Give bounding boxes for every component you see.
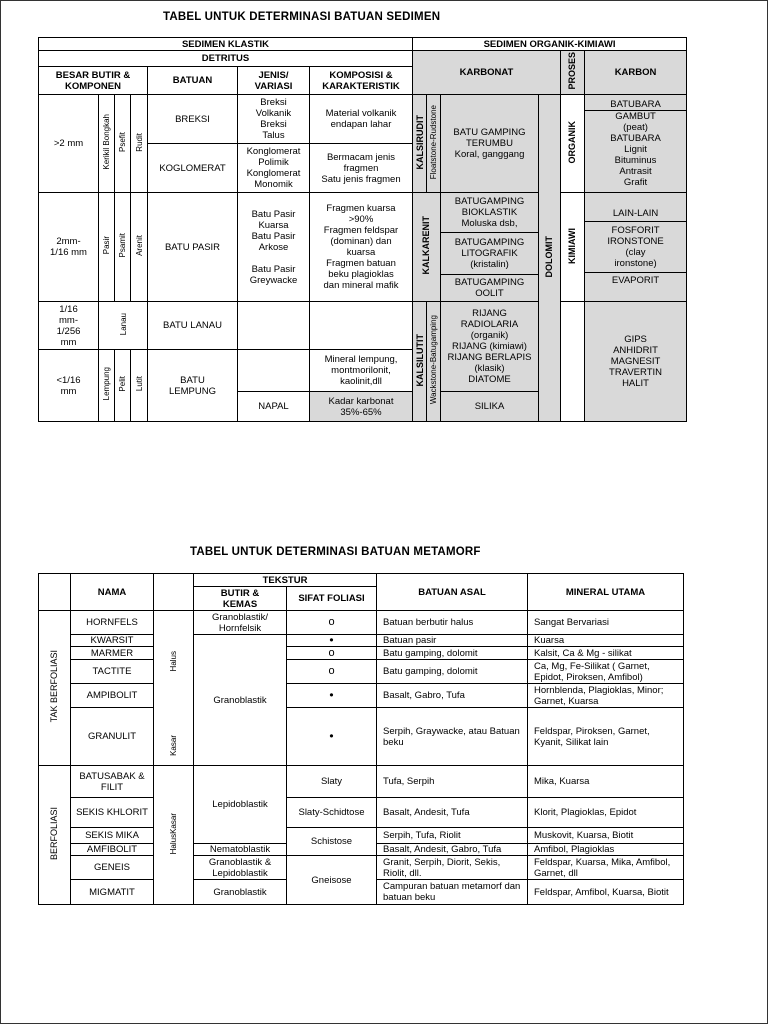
metamorf-table <box>38 573 684 905</box>
nama-geneis: GENEIS <box>71 856 154 880</box>
pasir-jenis: Batu Pasir Kuarsa Batu Pasir Arkose Batu Pasir Greywacke <box>238 193 310 302</box>
header-batuan: BATUAN <box>148 67 238 95</box>
header-sedimen-klastik: SEDIMEN KLASTIK <box>39 38 413 51</box>
kalsirudit-label: KALSIRUDIT <box>413 95 427 193</box>
mineral-amfibolit: Amfibol, Plagioklas <box>528 844 684 856</box>
asal-migmatit: Campuran batuan metamorf dan batuan beku <box>377 880 528 905</box>
lanau-jenis <box>238 302 310 350</box>
asal-tactite: Batu gamping, dolomit <box>377 660 528 684</box>
sifat-schistose: Schistose <box>287 828 377 856</box>
napal-komposisi: Kadar karbonat 35%-65% <box>310 392 413 422</box>
mineral-granulit: Feldspar, Piroksen, Garnet, Kyanit, Silikat lain <box>528 708 684 766</box>
size-label-lutit: Lutit <box>131 350 148 422</box>
header-tekstur: TEKSTUR <box>194 574 377 587</box>
size-label-lempung: Lempung <box>99 350 115 422</box>
header-butir: BUTIR & KEMAS <box>194 587 287 611</box>
kalsilutit-label: KALSILUTIT <box>413 302 427 422</box>
size-label-lanau: Lanau <box>99 302 148 350</box>
size-label-rudit: Rudit <box>131 95 148 193</box>
batugamping-oolit: BATUGAMPING OOLIT <box>454 277 525 299</box>
nama-tactite: TACTITE <box>71 660 154 684</box>
sediment-table-title: TABEL UNTUK DETERMINASI BATUAN SEDIMEN <box>163 11 441 23</box>
nama-ampibolit: AMPIBOLIT <box>71 684 154 708</box>
header-sedimen-organik: SEDIMEN ORGANIK-KIMIAWI <box>413 38 687 51</box>
evaporit: EVAPORIT <box>611 275 660 286</box>
sediment-table <box>38 37 687 422</box>
sifat-kwarsit: • <box>287 635 377 647</box>
proses-blank <box>561 302 585 422</box>
koglomerat-jenis: Konglomerat Polimik Konglomerat Monomik <box>238 144 310 193</box>
header-proses: PROSES <box>561 51 585 95</box>
sifat-gneisose: Gneisose <box>287 856 377 905</box>
batugamping-terumbu: BATU GAMPING TERUMBU Koral, ganggang <box>441 95 539 193</box>
lain-lain: LAIN-LAIN <box>585 206 686 222</box>
size-1-16: 1/16 mm- 1/256 mm <box>39 302 99 350</box>
kimiawi-label: KIMIAWI <box>561 193 585 302</box>
rock-koglomerat: KOGLOMERAT <box>148 144 238 193</box>
header-mineral-utama: MINERAL UTAMA <box>528 574 684 611</box>
size-label-pasir: Pasir <box>99 193 115 302</box>
header-besar-butir: BESAR BUTIR & KOMPONEN <box>39 67 148 95</box>
nama-granulit: GRANULIT <box>71 708 154 766</box>
label-halus: Halus <box>169 651 178 672</box>
batugamping-litografik: BATUGAMPING LITOGRAFIK (kristalin) <box>441 233 538 275</box>
size-2mm: 2mm- 1/16 mm <box>39 193 99 302</box>
size-lt1-16: <1/16 mm <box>39 350 99 422</box>
mineral-kwarsit: Kuarsa <box>528 635 684 647</box>
mineral-migmatit: Feldspar, Amfibol, Kuarsa, Biotit <box>528 880 684 905</box>
rock-breksi: BREKSI <box>148 95 238 144</box>
asal-kwarsit: Batuan pasir <box>377 635 528 647</box>
sifat-ampibolit: • <box>287 684 377 708</box>
rijang-list: RIJANG RADIOLARIA (organik) RIJANG (kimiawi) RIJANG BERLAPIS (klasik) DIATOME <box>441 302 539 392</box>
header-karbonat: KARBONAT <box>413 51 561 95</box>
butir-amfibolit: Nematoblastik <box>194 844 287 856</box>
size-gt2mm: >2 mm <box>39 95 99 193</box>
rock-batu-pasir: BATU PASIR <box>148 193 238 302</box>
butir-hornfels: Granoblastik/ Hornfelsik <box>194 611 287 635</box>
sifat-hornfels: o <box>287 611 377 635</box>
header-blank <box>39 574 71 611</box>
lempung-komposisi: Mineral lempung, montmorilonit, kaolinit,dll <box>310 350 413 392</box>
asal-marmer: Batu gamping, dolomit <box>377 647 528 660</box>
butir-geneis: Granoblastik & Lepidoblastik <box>194 856 287 880</box>
nama-hornfels: HORNFELS <box>71 611 154 635</box>
sifat-sekis-khlorit: Slaty-Schidtose <box>287 798 377 828</box>
wackstone-label: Wackstone-Batugamping <box>427 302 441 422</box>
rock-batu-lempung: BATU LEMPUNG <box>148 350 238 422</box>
group-berfoliasi: BERFOLIASI <box>39 766 71 905</box>
size-label-arenit: Arenit <box>131 193 148 302</box>
lempung-jenis <box>238 350 310 392</box>
header-sifat-foliasi: SIFAT FOLIASI <box>287 587 377 611</box>
nama-migmatit: MIGMATIT <box>71 880 154 905</box>
organik-label: ORGANIK <box>561 95 585 193</box>
mineral-tactite: Ca, Mg, Fe-Silikat ( Garnet, Epidot, Piroksen, Amfibol) <box>528 660 684 684</box>
nama-kwarsit: KWARSIT <box>71 635 154 647</box>
nama-sekis-khlorit: SEKIS KHLORIT <box>71 798 154 828</box>
header-jenis: JENIS/ VARIASI <box>238 67 310 95</box>
rock-batu-lanau: BATU LANAU <box>148 302 238 350</box>
header-blank-2 <box>154 574 194 611</box>
breksi-jenis: Breksi Volkanik Breksi Talus <box>238 95 310 144</box>
asal-granulit: Serpih, Graywacke, atau Batuan beku <box>377 708 528 766</box>
sifat-marmer: o <box>287 647 377 660</box>
asal-hornfels: Batuan berbutir halus <box>377 611 528 635</box>
header-karbon: KARBON <box>585 51 687 95</box>
kalkarenit-label: KALKARENIT <box>413 193 441 302</box>
header-batuan-asal: BATUAN ASAL <box>377 574 528 611</box>
mineral-batusabak: Mika, Kuarsa <box>528 766 684 798</box>
pasir-komposisi: Fragmen kuarsa >90% Fragmen feldspar (dominan) dan kuarsa Fragmen batuan beku plagioklas dan mineral mafik <box>310 193 413 302</box>
lanau-komposisi <box>310 302 413 350</box>
fosforit: FOSFORIT IRONSTONE (clay ironstone) <box>585 222 686 273</box>
breksi-komposisi: Material volkanik endapan lahar <box>310 95 413 144</box>
nama-amfibolit: AMFIBOLIT <box>71 844 154 856</box>
sifat-tactite: o <box>287 660 377 684</box>
header-komposisi: KOMPOSISI & KARAKTERISTIK <box>310 67 413 95</box>
mineral-ampibolit: Hornblenda, Plagioklas, Minor; Garnet, Kuarsa <box>528 684 684 708</box>
nama-marmer: MARMER <box>71 647 154 660</box>
metamorf-table-title: TABEL UNTUK DETERMINASI BATUAN METAMORF <box>190 546 481 558</box>
size-label-psefit: Psefit <box>115 95 131 193</box>
mineral-hornfels: Sangat Bervariasi <box>528 611 684 635</box>
mineral-marmer: Kalsit, Ca & Mg - silikat <box>528 647 684 660</box>
sifat-granulit: • <box>287 708 377 766</box>
asal-sekis-mika: Serpih, Tufa, Riolit <box>377 828 528 844</box>
group-tak-berfoliasi: TAK BERFOLIASI <box>39 611 71 766</box>
gips-list: GIPS ANHIDRIT MAGNESIT TRAVERTIN HALIT <box>585 302 687 422</box>
karbon-list: BATUBARA GAMBUT (peat) BATUBARA Lignit Bituminus Antrasit Grafit <box>585 95 687 193</box>
header-detritus: DETRITUS <box>39 51 413 67</box>
asal-amfibolit: Basalt, Andesit, Gabro, Tufa <box>377 844 528 856</box>
butir-migmatit: Granoblastik <box>194 880 287 905</box>
butir-granoblastik: Granoblastik <box>194 635 287 766</box>
header-nama: NAMA <box>71 574 154 611</box>
rock-napal: NAPAL <box>238 392 310 422</box>
asal-ampibolit: Basalt, Gabro, Tufa <box>377 684 528 708</box>
batugamping-group <box>441 193 539 302</box>
floatstone-label: Floatstone-Rudstone <box>427 95 441 193</box>
halus-kasar-label: HalusKasar <box>154 766 194 905</box>
size-label-kerikil: Kerikil Bongkah <box>99 95 115 193</box>
mineral-sekis-mika: Muskovit, Kuarsa, Biotit <box>528 828 684 844</box>
nama-batusabak: BATUSABAK & FILIT <box>71 766 154 798</box>
dolomit-label: DOLOMIT <box>539 95 561 422</box>
silika: SILIKA <box>441 392 539 422</box>
size-label-pelit: Pelit <box>115 350 131 422</box>
size-label-psamit: Psamit <box>115 193 131 302</box>
nama-sekis-mika: SEKIS MIKA <box>71 828 154 844</box>
sifat-batusabak: Slaty <box>287 766 377 798</box>
mineral-geneis: Feldspar, Kuarsa, Mika, Amfibol, Garnet, dll <box>528 856 684 880</box>
batugamping-bioklastik: BATUGAMPING BIOKLASTIK Moluska dsb, <box>441 193 538 233</box>
halus-kasar-scale <box>154 611 194 766</box>
label-kasar: Kasar <box>169 735 178 756</box>
asal-batusabak: Tufa, Serpih <box>377 766 528 798</box>
karbon-lain <box>585 193 687 302</box>
mineral-sekis-khlorit: Klorit, Plagioklas, Epidot <box>528 798 684 828</box>
asal-sekis-khlorit: Basalt, Andesit, Tufa <box>377 798 528 828</box>
asal-geneis: Granit, Serpih, Diorit, Sekis, Riolit, dll. <box>377 856 528 880</box>
koglomerat-komposisi: Bermacam jenis fragmen Satu jenis fragmen <box>310 144 413 193</box>
butir-lepidoblastik: Lepidoblastik <box>194 766 287 844</box>
